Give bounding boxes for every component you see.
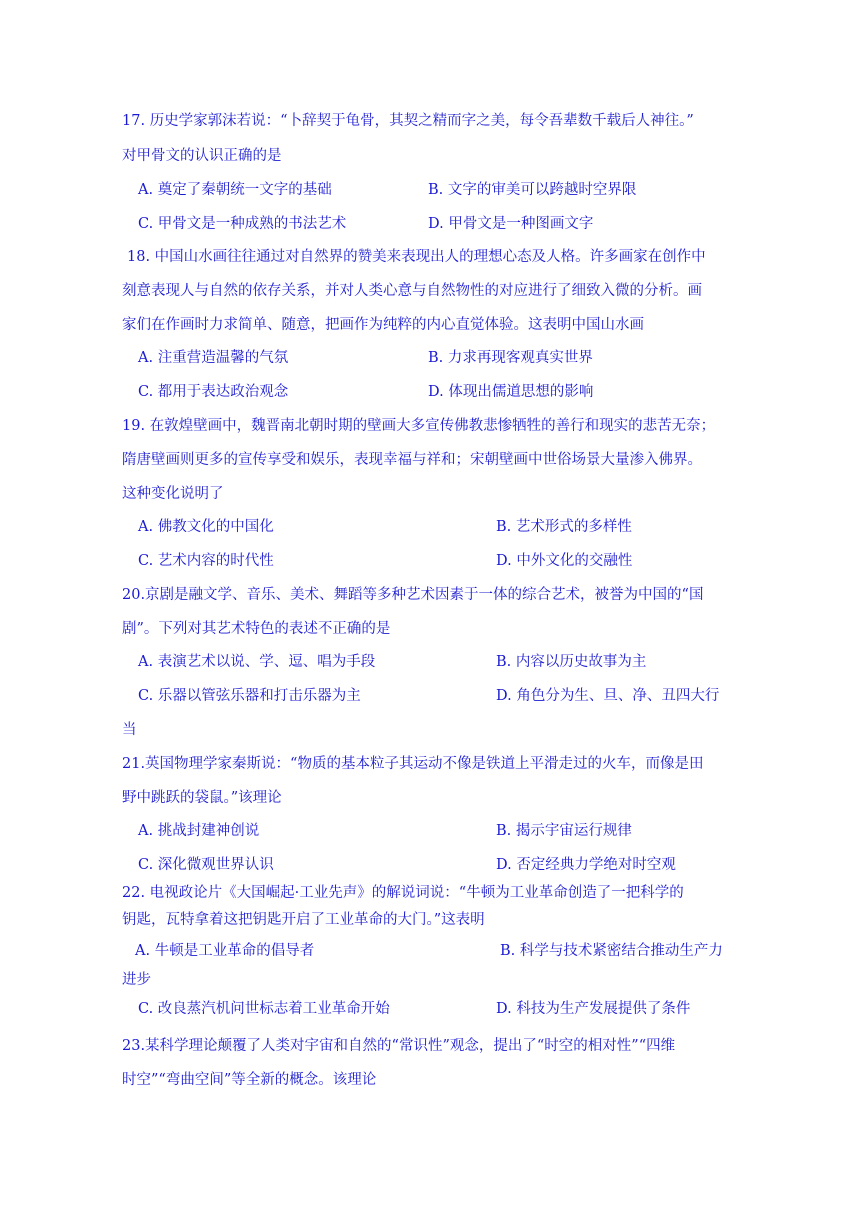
question-22-stem-line-1: 22. 电视政论片《大国崛起·工业先声》的解说词说：“牛顿为工业革命创造了一把科学的 (122, 885, 684, 901)
question-18-stem-line-1: 18. 中国山水画往往通过对自然界的赞美来表现出人的理想心态及人格。许多画家在创作中 (127, 249, 706, 265)
question-22-option-d: D. 科技为生产发展提供了条件 (496, 1001, 691, 1017)
question-19-option-c: C. 艺术内容的时代性 (138, 553, 274, 569)
question-18-stem-line-3: 家们在作画时力求简单、随意，把画作为纯粹的内心直觉体验。这表明中国山水画 (122, 317, 644, 333)
question-19-stem-line-1: 19. 在敦煌壁画中，魏晋南北朝时期的壁画大多宣传佛教悲惨牺牲的善行和现实的悲苦无奈； (122, 418, 716, 434)
question-21-stem-line-1: 21.英国物理学家秦斯说：“物质的基本粒子其运动不像是铁道上平滑走过的火车，而像是田 (122, 756, 704, 772)
question-18-option-d: D. 体现出儒道思想的影响 (428, 384, 594, 400)
question-21-option-a: A. 挑战封建神创说 (138, 823, 260, 839)
question-21-option-c: C. 深化微观世界认识 (138, 857, 274, 873)
question-19-option-b: B. 艺术形式的多样性 (496, 519, 632, 535)
question-18-option-c: C. 都用于表达政治观念 (138, 384, 289, 400)
question-18-option-a: A. 注重营造温馨的气氛 (138, 350, 289, 366)
question-17-stem-line-1: 17. 历史学家郭沫若说：“卜辞契于龟骨，其契之精而字之美，每令吾辈数千载后人神往。” (122, 113, 694, 129)
question-18-stem-line-2: 刻意表现人与自然的依存关系，并对人类心意与自然物性的对应进行了细致入微的分析。画 (122, 283, 702, 299)
question-22-stem-line-2: 钥匙，瓦特拿着这把钥匙开启了工业革命的大门。”这表明 (122, 912, 485, 928)
question-20-option-c: C. 乐器以管弦乐器和打击乐器为主 (138, 688, 361, 704)
question-19-option-a: A. 佛教文化的中国化 (138, 519, 274, 535)
question-22-option-a: A. 牛顿是工业革命的倡导者 (135, 943, 315, 959)
question-20-option-a: A. 表演艺术以说、学、逗、唱为手段 (138, 654, 376, 670)
question-17-option-b: B. 文字的审美可以跨越时空界限 (428, 182, 637, 198)
question-20-option-d: D. 角色分为生、旦、净、丑四大行 (496, 688, 720, 704)
question-19-stem-line-3: 这种变化说明了 (122, 486, 224, 502)
question-20-stem-line-2: 剧”。下列对其艺术特色的表述不正确的是 (122, 621, 391, 637)
question-23-stem-line-2: 时空”“弯曲空间”等全新的概念。该理论 (122, 1072, 377, 1088)
question-21-option-b: B. 揭示宇宙运行规律 (496, 823, 632, 839)
question-19-stem-line-2: 隋唐壁画则更多的宣传享受和娱乐，表现幸福与祥和；宋朝壁画中世俗场景大量渗入佛界。 (122, 452, 702, 468)
question-19-option-d: D. 中外文化的交融性 (496, 553, 633, 569)
question-17-stem-line-2: 对甲骨文的认识正确的是 (122, 148, 282, 164)
question-22-option-b: B. 科学与技术紧密结合推动生产力 (500, 943, 723, 959)
question-21-option-d: D. 否定经典力学绝对时空观 (496, 857, 676, 873)
question-20-stem-line-1: 20.京剧是融文学、音乐、美术、舞蹈等多种艺术因素于一体的综合艺术，被誉为中国的“国 (122, 587, 704, 603)
question-22-option-c: C. 改良蒸汽机问世标志着工业革命开始 (138, 1001, 390, 1017)
question-17-option-c: C. 甲骨文是一种成熟的书法艺术 (138, 216, 347, 232)
question-18-option-b: B. 力求再现客观真实世界 (428, 350, 593, 366)
question-17-option-d: D. 甲骨文是一种图画文字 (428, 216, 594, 232)
question-17-option-a: A. 奠定了秦朝统一文字的基础 (138, 182, 332, 198)
question-23-stem-line-1: 23.某科学理论颠覆了人类对宇宙和自然的“常识性”观念，提出了“时空的相对性”“四维 (122, 1038, 676, 1054)
question-22-option-b-wrap: 进步 (122, 972, 151, 988)
question-20-option-d-wrap: 当 (122, 722, 137, 738)
question-21-stem-line-2: 野中跳跃的袋鼠。”该理论 (122, 790, 282, 806)
question-20-option-b: B. 内容以历史故事为主 (496, 654, 647, 670)
